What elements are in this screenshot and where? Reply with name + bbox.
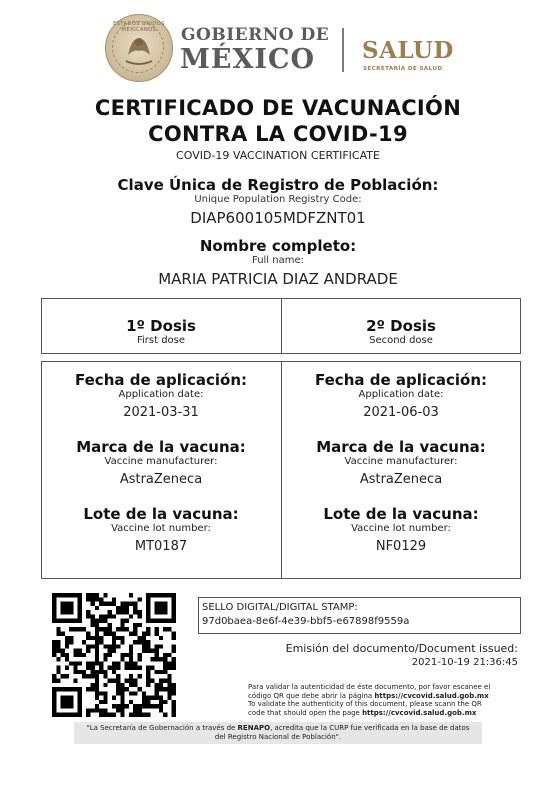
second-dose-date-label-english: Application date: <box>358 389 444 400</box>
validation-es-line-1: Para validar la autenticidad de éste documento, por favor escanee el <box>248 683 491 691</box>
first-dose-brand: AstraZeneca <box>119 472 203 487</box>
salud-subtitle: SECRETARÍA DE SALUD <box>363 66 443 72</box>
footer-line-1 <box>74 724 482 733</box>
salud-logo: SALUD <box>362 37 454 64</box>
name-label-english: Full name: <box>251 255 304 266</box>
validation-en-line-1: To validate the authenticity of this document, please scann the QR <box>248 700 482 708</box>
validation-text-english <box>248 700 520 717</box>
curp-value: DIAP600105MDFZNT01 <box>190 209 366 227</box>
first-dose-date-label-english: Application date: <box>118 389 204 400</box>
validation-es-line-2 <box>248 692 520 701</box>
certificate-title-line-2: CONTRA LA COVID-19 <box>148 122 408 146</box>
renapo-footer-note <box>74 722 482 744</box>
gobierno-line-1: GOBIERNO DE <box>181 25 330 45</box>
second-dose-lot-label-english: Vaccine lot number: <box>351 523 451 534</box>
first-dose-brand-label: Marca de la vacuna: <box>76 438 246 456</box>
footer-post: , acredita que la CURP fue verificada en la base de datos <box>270 724 470 732</box>
digital-stamp-label: SELLO DIGITAL/DIGITAL STAMP: <box>202 602 358 613</box>
validation-text-spanish <box>248 683 520 700</box>
second-dose-lot-label: Lote de la vacuna: <box>323 505 479 523</box>
second-dose-title: 2º Dosis <box>366 317 436 335</box>
second-dose-brand-label-english: Vaccine manufacturer: <box>344 456 458 467</box>
first-dose-title-english: First dose <box>136 335 186 346</box>
first-dose-brand-label-english: Vaccine manufacturer: <box>104 456 218 467</box>
document-issued-label: Emisión del documento/Document issued: <box>285 642 518 655</box>
name-label: Nombre completo: <box>199 237 357 255</box>
validation-es-text: código QR que debe abrir la página <box>248 691 375 700</box>
curp-label: Clave Única de Registro de Población: <box>117 176 439 194</box>
first-dose-lot-label-english: Vaccine lot number: <box>111 523 211 534</box>
document-issued-value: 2021-10-19 21:36:45 <box>411 657 518 668</box>
full-name-value: MARIA PATRICIA DIAZ ANDRADE <box>158 270 398 288</box>
mexico-coat-of-arms-seal <box>105 14 173 82</box>
gobierno-line-2: MÉXICO <box>180 44 316 75</box>
second-dose-date: 2021-06-03 <box>363 405 439 420</box>
validation-en-line-2 <box>248 709 520 718</box>
qr-code[interactable] <box>52 593 176 717</box>
footer-renapo: RENAPO <box>237 724 271 732</box>
eagle-icon <box>106 15 172 81</box>
footer-line-2: del Registro Nacional de Población". <box>214 733 342 741</box>
validation-en-link[interactable]: https://cvcovid.salud.gob.mx <box>362 708 477 717</box>
first-dose-lot: MT0187 <box>134 539 188 554</box>
header-divider <box>342 28 344 72</box>
first-dose-title: 1º Dosis <box>126 317 196 335</box>
validation-es-link[interactable]: https://cvcovid.salud.gob.mx <box>374 691 489 700</box>
digital-stamp-value: 97d0baea-8e6f-4e39-bbf5-e67898f9559a <box>202 616 410 627</box>
certificate-title-english: COVID-19 VACCINATION CERTIFICATE <box>176 149 380 162</box>
second-dose-date-label: Fecha de aplicación: <box>314 371 488 389</box>
certificate-title-line-1: CERTIFICADO DE VACUNACIÓN <box>94 96 462 120</box>
seal-text: ESTADOS UNIDOS MEXICANOS <box>113 21 165 33</box>
second-dose-title-english: Second dose <box>369 335 433 346</box>
first-dose-lot-label: Lote de la vacuna: <box>83 505 239 523</box>
second-dose-brand: AstraZeneca <box>359 472 443 487</box>
footer-pre: "La Secretaría de Gobernación a través de <box>86 724 238 732</box>
second-dose-lot: NF0129 <box>375 539 427 554</box>
first-dose-date-label: Fecha de aplicación: <box>74 371 248 389</box>
curp-label-english: Unique Population Registry Code: <box>194 194 362 205</box>
first-dose-date: 2021-03-31 <box>123 405 199 420</box>
second-dose-brand-label: Marca de la vacuna: <box>316 438 486 456</box>
validation-en-text: code that should open the page <box>248 708 363 717</box>
